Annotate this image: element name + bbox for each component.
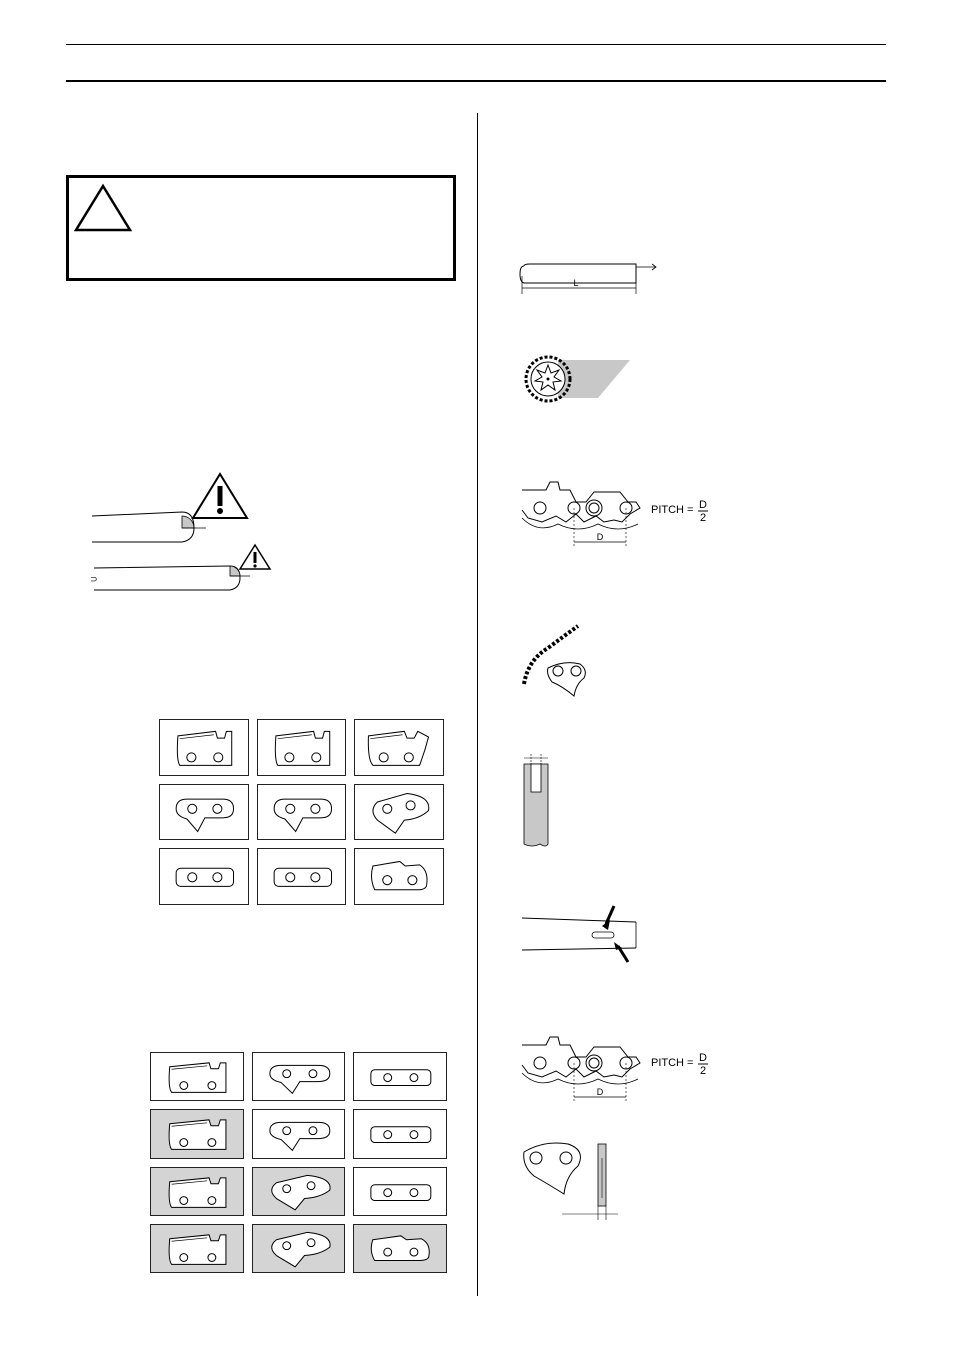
svg-text:2: 2: [699, 512, 707, 524]
cutter-cell: [150, 1167, 244, 1216]
drive-link-angled-cell: [252, 1224, 346, 1273]
tie-strap-guard-icon: [354, 1225, 448, 1274]
cutter-cell: [159, 719, 249, 776]
drive-link-angled-icon: [253, 1225, 347, 1274]
tie-strap-cell: [257, 848, 347, 905]
kickback-warning-icon: [193, 474, 247, 518]
svg-text:PITCH =: PITCH =: [651, 1057, 694, 1069]
bar-length-diagram: [518, 256, 668, 296]
tie-strap-cell: [159, 848, 249, 905]
warning-triangle-icon: [73, 180, 133, 236]
cutter-icon: [151, 1168, 245, 1217]
pitch-formula-2: [651, 1051, 721, 1081]
tie-strap-icon: [354, 1053, 448, 1102]
drive-link-chain-diagram: [518, 620, 598, 700]
svg-text:PITCH =: PITCH =: [651, 504, 694, 516]
cutter-cell: [257, 719, 347, 776]
kickback-warning-small-icon: [240, 545, 270, 569]
drive-link-angled-cell: [354, 784, 444, 841]
header-rule-bottom: [66, 80, 886, 82]
header-rule-top: [66, 44, 886, 45]
drive-link-cell: [252, 1109, 346, 1158]
pitch-formula-1: [651, 498, 721, 528]
cutter-icon: [151, 1110, 245, 1159]
cutter-cell: [150, 1052, 244, 1101]
svg-text:⊃: ⊃: [90, 574, 98, 584]
tie-strap-cell: [353, 1052, 447, 1101]
cutter-icon: [151, 1225, 245, 1274]
svg-text:D: D: [699, 499, 707, 511]
cutter-tall-cell: [354, 719, 444, 776]
cutter-cell: [150, 1109, 244, 1158]
tie-strap-guard-cell: [353, 1224, 447, 1273]
svg-text:2: 2: [699, 1065, 707, 1077]
tie-strap-guard-cell: [354, 848, 444, 905]
svg-text:D: D: [596, 532, 604, 542]
cutter-icon: [151, 1053, 245, 1102]
svg-text:D: D: [596, 1087, 604, 1097]
drive-link-cell: [252, 1052, 346, 1101]
tie-strap-icon: [160, 849, 250, 906]
svg-text:D: D: [699, 1052, 707, 1064]
drive-link-icon: [258, 785, 348, 842]
column-divider: [477, 113, 478, 1296]
cutter-icon: [258, 720, 348, 777]
bar-length-label: L: [573, 278, 579, 288]
drive-link-icon: [253, 1110, 347, 1159]
tie-strap-cell: [353, 1109, 447, 1158]
cutter-icon: [160, 720, 250, 777]
warning-box: [66, 175, 456, 281]
drive-link-gauge-diagram: [518, 1138, 628, 1228]
cutter-tall-icon: [355, 720, 445, 777]
bar-groove-diagram: [518, 752, 568, 852]
tie-strap-cell: [353, 1167, 447, 1216]
nose-sprocket-diagram: [518, 350, 638, 410]
tie-strap-guard-icon: [355, 849, 445, 906]
drive-link-cell: [257, 784, 347, 841]
drive-link-icon: [160, 785, 250, 842]
chain-link-grid: [159, 719, 444, 905]
drive-link-cell: [159, 784, 249, 841]
drive-link-angled-icon: [253, 1168, 347, 1217]
bar-wear-diagram: [518, 906, 648, 966]
tie-strap-icon: [354, 1110, 448, 1159]
drive-link-icon: [253, 1053, 347, 1102]
cutter-cell: [150, 1224, 244, 1273]
tie-strap-icon: [354, 1168, 448, 1217]
kickback-zone-illustration: [90, 470, 290, 600]
drive-link-angled-icon: [355, 785, 445, 842]
tie-strap-icon: [258, 849, 348, 906]
chain-combination-grid: [150, 1052, 447, 1273]
drive-link-angled-cell: [252, 1167, 346, 1216]
